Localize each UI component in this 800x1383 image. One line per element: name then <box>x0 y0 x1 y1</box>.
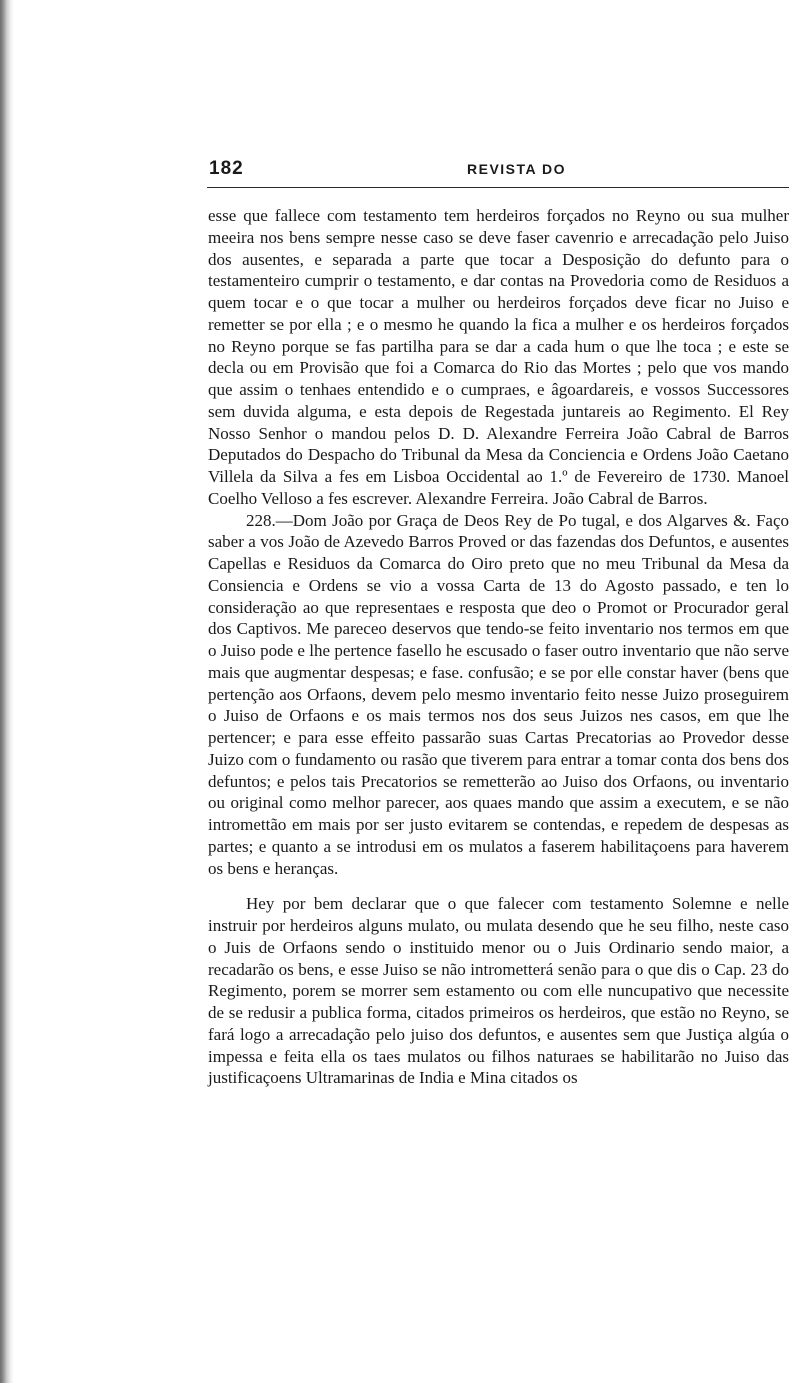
paragraph-228: 228.—Dom João por Graça de Deos Rey de Po tugal, e dos Algarves &. Faço saber a vos João de Azevedo Barros Proved or das fazendas dos Defuntos, e ausentes Capellas e Residuos da Comarca do Oiro preto que no meu Tribunal da Mesa da Consiencia e Ordens se vio a vossa Carta de 13 do Agosto passado, e ten lo consideração ao que representaes e resposta que deo o Promot or Procurador geral dos Captivos. Me pareceo deservos que tendo-se feito inventario nos termos em que o Juiso pode e lhe pertence fasello he escusado o faser outro inventario que não serve mais que augmentar despesas; e fase. confusão; e se por elle constar haver (bens que pertenção aos Orfaons, devem pelo mesmo inventario feito nesse Juizo proseguirem o Juiso de Orfaons e os mais termos nos dos seus Juizos nes casos, em que lhe pertencer; e para esse effeito passarão suas Cartas Precatorias ao Provedor desse Juizo com o fundamento ou rasão que tiverem para entrar a tomar conta dos bens dos defuntos; e pelos tais Precatorios se remetterão ao Juiso dos Orfaons, ou inventario ou original como melhor parecer, aos quaes mando que assim a executem, e se não intromettão em mais por ser justo evitarem se contendas, e repedem de despesas as partes; e quanto a se introdusi em os mulatos a faserem habilitaçoens para haverem os bens e heranças. <box>208 510 789 878</box>
running-header <box>193 158 797 182</box>
page-number: 182 <box>209 158 244 179</box>
header-rule <box>207 187 789 188</box>
page-binding-edge <box>0 0 14 1383</box>
journal-title: REVISTA DO <box>467 161 567 177</box>
document-page <box>193 158 797 1088</box>
paragraph-continuation: esse que fallece com testamento tem herdeiros forçados no Reyno ou sua mulher meeira nos bens sempre nesse caso se deve faser cavenrio e arrecadação pelo Juiso dos ausentes, e separada a parte que tocar a Desposição do defunto para o testamenteiro cumprir o testamento, e dar contas na Provedoria como de Residuos a quem tocar e o que tocar a mulher ou herdeiros forçados deve ficar no Juiso e remetter se por ella ; e o mesmo he quando la fica a mulher e os herdeiros forçados no Reyno porque se fas partilha para se dar a cada hum o que lhe toca ; e este se decla ou em Provisão que foi a Comarca do Rio das Mortes ; pelo que vos mando que assim o tenhaes entendido e o cumpraes, e âgoardareis, e vossos Successores sem duvida alguma, e esta depois de Regestada juntareis ao Regimento. El Rey Nosso Senhor o mandou pelos D. D. Alexandre Ferreira João Cabral de Barros Deputados do Despacho do Tribunal da Mesa da Conciencia e Ordens João Caetano Villela da Silva a fes em Lisboa Occidental ao 1.º de Fevereiro de 1730. Manoel Coelho Velloso a fes escrever. Alexandre Ferreira. João Cabral de Barros. <box>208 206 789 508</box>
paragraph-declaration: Hey por bem declarar que o que falecer com testamento Solemne e nelle instruir por herdeiros alguns mulato, ou mulata desendo que he seu filho, neste caso o Juis de Orfaons sendo o instituido menor ou o Juis Ordinario sendo maior, a recadarão os bens, e esse Juiso se não intrometterá senão para o que dis o Cap. 23 do Regimento, porem se morrer sem estamento ou com elle nuncupativo que necessite de se redusir a publica forma, citados primeiros os herdeiros, que estão no Reyno, se fará logo a arrecadação pelo juiso dos defuntos, e ausentes sem que Justiça algúa o impessa e feita ella os taes mulatos ou filhos naturaes se habilitarão no Juiso das justificaçoens Ultramarinas de India e Mina citados os <box>208 894 789 1088</box>
body-text <box>208 205 789 1089</box>
